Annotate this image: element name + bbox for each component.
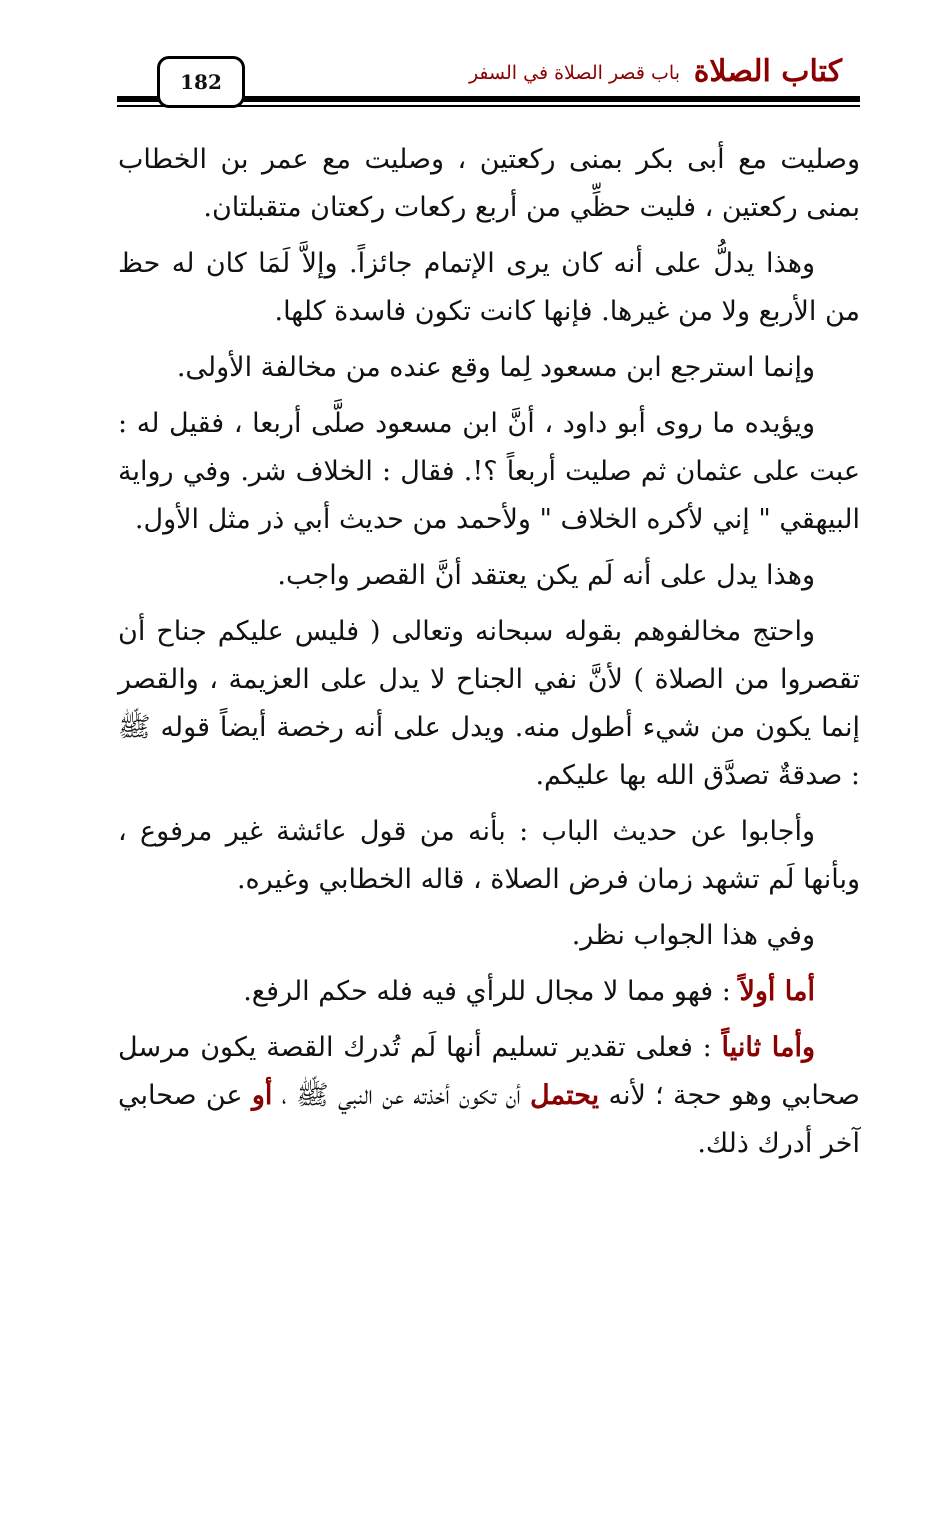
first-point-label: أما أولاً [739, 976, 815, 1007]
paragraph: ويؤيده ما روى أبو داود ، أنَّ ابن مسعود صلَّى أربعا ، فقيل له : عبت على عثمان ثم صليت أربعاً ؟!. فقال : الخلاف شر. وفي رواية البيهقي " إني لأكره الخلاف " ولأحمد من حديث أبي ذر مثل الأول. [118, 408, 860, 535]
second-point-label: وأما ثانياً [721, 1032, 815, 1063]
paragraph: وصليت مع أبى بكر بمنى ركعتين ، وصليت مع عمر بن الخطاب بمنى ركعتين ، فليت حظِّي من أربع ركعات ركعتان متقبلتان. [118, 144, 860, 223]
second-point-text-1: : فعلى تقدير تسليم أنها لَم تُدرك القصة يكون مرسل صحابي وهو حجة ؛ لأنه [118, 1032, 860, 1111]
book-title: كتاب الصلاة [693, 54, 842, 89]
page-header [0, 0, 945, 120]
second-point-paragraph [118, 1024, 860, 1168]
paragraph: واحتج مخالفوهم بقوله سبحانه وتعالى ( فليس عليكم جناح أن تقصروا من الصلاة ) لأنَّ نفي الجناح لا يدل على العزيمة ، والقصر إنما يكون من شيء أطول منه. ويدل على أنه رخصة أيضاً قوله ﷺ : صدقةٌ تصدَّق الله بها عليكم. [118, 616, 860, 791]
emphasis-word: أو [251, 1080, 273, 1111]
page-number: 182 [157, 56, 245, 108]
second-point-text-2: أن تكون أخذته عن النبي ﷺ ، [272, 1080, 531, 1111]
paragraph: وإنما استرجع ابن مسعود لِما وقع عنده من مخالفة الأولى. [176, 352, 815, 383]
second-point-text-3: عن صحابي آخر أدرك ذلك. [118, 1080, 860, 1159]
page-body [118, 136, 860, 1176]
chapter-title: باب قصر الصلاة في السفر [468, 62, 680, 84]
paragraph: وهذا يدلُّ على أنه كان يرى الإتمام جائزاً. وإلاَّ لَمَا كان له حظ من الأربع ولا من غيرها. فإنها كانت تكون فاسدة كلها. [118, 248, 860, 327]
paragraph: وفي هذا الجواب نظر. [571, 920, 815, 951]
first-point-paragraph [118, 968, 860, 1016]
paragraph: وأجابوا عن حديث الباب : بأنه من قول عائشة غير مرفوع ، وبأنها لَم تشهد زمان فرض الصلاة ، قاله الخطابي وغيره. [118, 816, 860, 895]
emphasis-word: يحتمل [530, 1080, 600, 1111]
paragraph: وهذا يدل على أنه لَم يكن يعتقد أنَّ القصر واجب. [277, 560, 815, 591]
first-point-text: : فهو مما لا مجال للرأي فيه فله حكم الرفع. [243, 976, 740, 1007]
